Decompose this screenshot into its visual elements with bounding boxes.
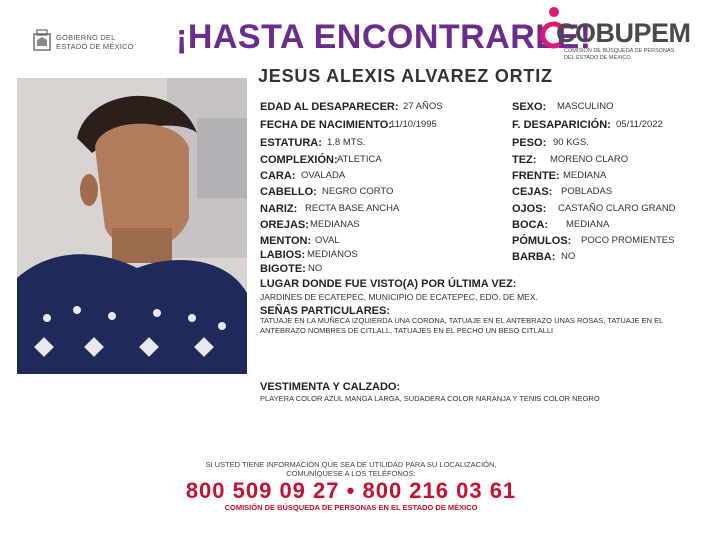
label-cabello: CABELLO: xyxy=(260,186,317,198)
value-barba: NO xyxy=(561,251,576,262)
value-estatura: 1.8 MTS. xyxy=(327,137,366,148)
value-complexion: ATLETICA xyxy=(337,154,382,165)
contact-instructions-1: SI USTED TIENE INFORMACIÓN QUE SEA DE UTILIDAD PARA SU LOCALIZACIÓN, xyxy=(205,460,497,469)
label-frente: FRENTE: xyxy=(512,170,560,182)
label-barba: BARBA: xyxy=(512,251,556,263)
last-seen-label: LUGAR DONDE FUE VISTO(A) POR ÚLTIMA VEZ: xyxy=(260,278,517,290)
label-peso: PESO: xyxy=(512,137,547,149)
label-estatura: ESTATURA: xyxy=(260,137,322,149)
label-boca: BOCA: xyxy=(512,219,549,231)
label-cejas: CEJAS: xyxy=(512,186,553,198)
value-cabello: NEGRO CORTO xyxy=(322,186,394,197)
label-complexion: COMPLEXIÓN: xyxy=(260,154,338,166)
phone-number-2[interactable]: 800 216 03 61 xyxy=(362,478,517,503)
value-peso: 90 KGS. xyxy=(553,137,589,148)
government-logo xyxy=(32,28,142,54)
headline: ¡HASTA ENCONTRARLE! xyxy=(176,18,592,56)
phone-separator: • xyxy=(346,478,356,503)
label-fecha-nacimiento: FECHA DE NACIMIENTO: xyxy=(260,119,392,131)
state-emblem-icon xyxy=(32,28,52,52)
label-labios: LABIOS: xyxy=(260,249,306,261)
cobupem-subtitle-1: COMISIÓN DE BÚSQUEDA DE PERSONAS xyxy=(564,48,675,54)
value-cara: OVALADA xyxy=(301,170,346,181)
distinguishing-marks-label: SEÑAS PARTICULARES: xyxy=(260,305,390,317)
label-cara: CARA: xyxy=(260,170,296,182)
label-tez: TEZ: xyxy=(512,154,537,166)
value-ojos: CASTAÑO CLARO GRAND xyxy=(558,203,676,214)
value-nariz: RECTA BASE ANCHA xyxy=(305,203,400,214)
value-cejas: POBLADAS xyxy=(561,186,613,197)
value-labios: MEDIANOS xyxy=(307,249,358,260)
value-pomulos: POCO PROMIENTES xyxy=(581,235,675,246)
clothing-label: VESTIMENTA Y CALZADO: xyxy=(260,381,401,393)
label-pomulos: PÓMULOS: xyxy=(512,235,572,247)
phone-numbers xyxy=(0,478,702,504)
gov-name-line1: GOBIERNO DEL xyxy=(56,33,116,42)
value-menton: OVAL xyxy=(315,235,340,246)
label-f-desaparicion: F. DESAPARICIÓN: xyxy=(512,119,611,131)
value-frente: MEDIANA xyxy=(563,170,607,181)
clothing-value: PLAYERA COLOR AZUL MANGA LARGA, SUDADERA COLOR NARANJA Y TENIS COLOR NEGRO xyxy=(260,394,600,403)
contact-instructions-2: COMUNÍQUESE A LOS TELÉFONOS: xyxy=(286,469,416,478)
cobupem-subtitle-2: DEL ESTADO DE MÉXICO xyxy=(564,55,631,61)
gov-name-line2: ESTADO DE MÉXICO xyxy=(56,42,134,51)
label-orejas: OREJAS: xyxy=(260,219,309,231)
value-edad: 27 AÑOS xyxy=(403,101,443,112)
label-sexo: SEXO: xyxy=(512,101,547,113)
value-sexo: MASCULINO xyxy=(557,101,614,112)
value-bigote: NO xyxy=(308,263,323,274)
cobupem-logo xyxy=(536,4,691,64)
label-ojos: OJOS: xyxy=(512,203,547,215)
label-bigote: BIGOTE: xyxy=(260,263,306,275)
cobupem-wordmark: COBUPEM xyxy=(556,18,691,48)
distinguishing-marks-value: TATUAJE EN LA MUÑECA IZQUIERDA UNA CORONA, TATUAJE EN EL ANTEBRAZO UNAS ROSAS, TATUAJE EN EL ANTEBRAZO NOMBRES DE CITLALL, TATUAJES EN EL PECHO UN BESO CITLALLI xyxy=(260,316,663,335)
label-edad: EDAD AL DESAPARECER: xyxy=(260,101,399,113)
person-name: JESUS ALEXIS ALVAREZ ORTIZ xyxy=(258,66,553,86)
value-f-desaparicion: 05/11/2022 xyxy=(616,119,663,130)
phone-number-1[interactable]: 800 509 09 27 xyxy=(185,478,340,503)
value-fecha-nacimiento: 11/10/1995 xyxy=(390,119,437,130)
last-seen-value: JARDINES DE ECATEPEC, MUNICIPIO DE ECATEPEC, EDO. DE MEX. xyxy=(260,292,538,302)
value-boca: MEDIANA xyxy=(566,219,610,230)
person-photo xyxy=(17,78,247,374)
value-orejas: MEDIANAS xyxy=(310,219,360,230)
value-tez: MORENO CLARO xyxy=(550,154,629,165)
commission-name: COMISIÓN DE BÚSQUEDA DE PERSONAS EN EL ESTADO DE MÉXICO xyxy=(224,503,478,512)
label-menton: MENTON: xyxy=(260,235,312,247)
label-nariz: NARIZ: xyxy=(260,203,298,215)
